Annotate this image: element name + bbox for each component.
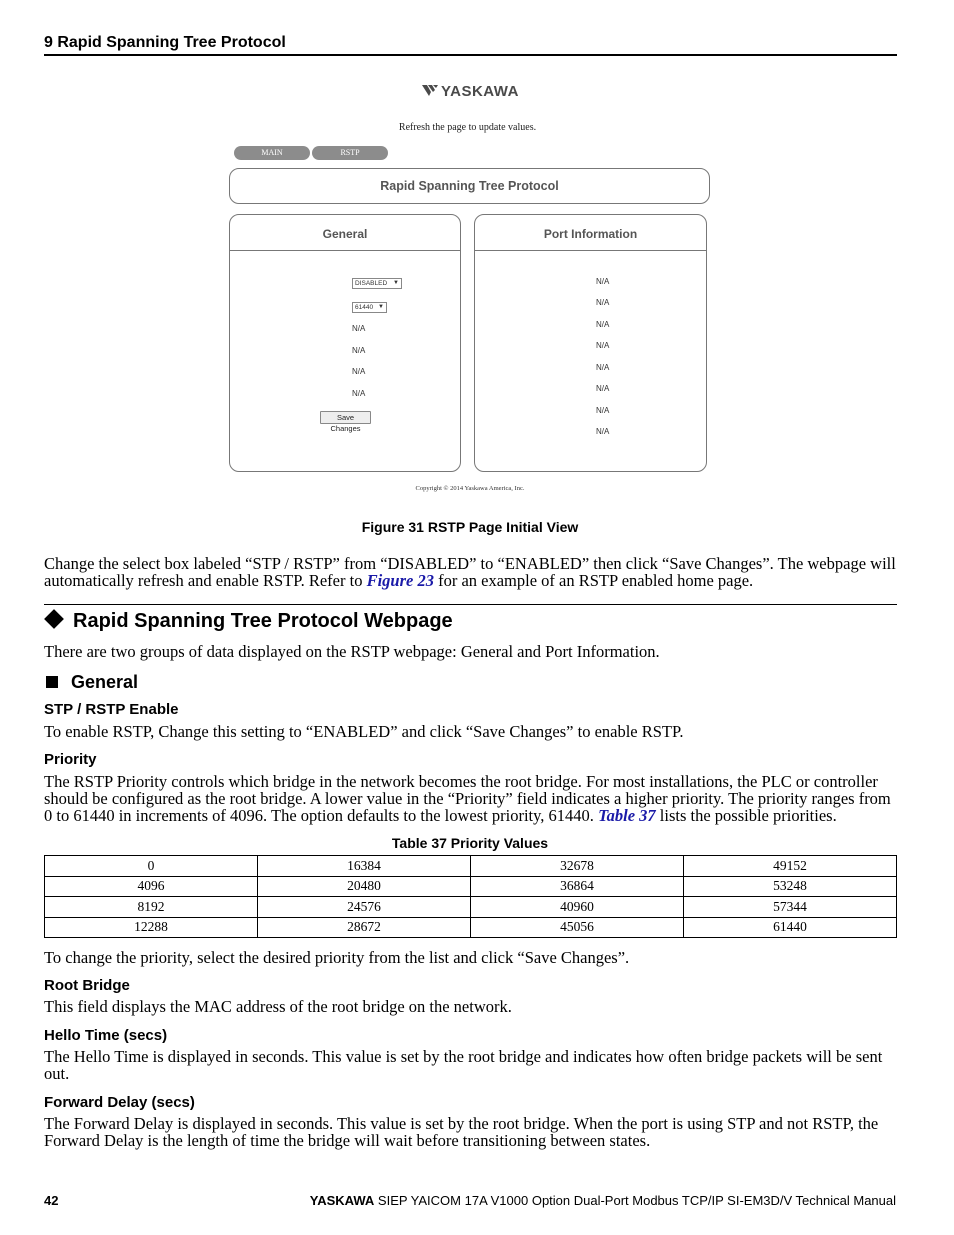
footer-brand: YASKAWA <box>309 1193 375 1208</box>
general-heading <box>44 672 138 693</box>
priority-paragraph <box>44 773 899 824</box>
port-1-bpdu-value: N/A <box>596 341 610 350</box>
hello-time-heading: Hello Time (secs) <box>44 1027 168 1044</box>
priority-select-value: 61440 <box>355 304 374 311</box>
priority-select[interactable] <box>352 302 387 313</box>
select-arrow-icon: ▼ <box>378 304 384 310</box>
table-cell: 0 <box>45 856 258 877</box>
table-row <box>45 856 897 877</box>
table-row <box>45 876 897 897</box>
table-cell: 28672 <box>258 917 471 938</box>
general-heading-text: General <box>71 672 139 692</box>
square-bullet-icon <box>46 676 58 688</box>
table-cell: 49152 <box>684 856 897 877</box>
footer-manual-title: SIEP YAICOM 17A V1000 Option Dual-Port Modbus TCP/IP SI-EM3D/V Technical Manual <box>374 1193 896 1208</box>
priority-text-end: lists the possible priorities. <box>655 806 837 825</box>
table-cell: 12288 <box>45 917 258 938</box>
refresh-note: Refresh the page to update values. <box>398 122 537 133</box>
forward-delay-value: N/A <box>352 367 366 376</box>
table-caption: Table 37 Priority Values <box>391 835 549 851</box>
section-heading-text: Rapid Spanning Tree Protocol Webpage <box>73 610 453 632</box>
intro-paragraph <box>44 555 899 589</box>
port-information-panel <box>474 214 707 472</box>
section-heading <box>44 610 453 633</box>
copyright: Copyright © 2014 Yaskawa America, Inc. <box>415 485 525 492</box>
table-row <box>45 917 897 938</box>
max-age-value: N/A <box>352 389 366 398</box>
table-cell: 20480 <box>258 876 471 897</box>
running-head: 9 Rapid Spanning Tree Protocol <box>44 34 286 51</box>
stp-enable-heading: STP / RSTP Enable <box>44 701 179 718</box>
hello-time-value: N/A <box>352 346 366 355</box>
footer-title <box>310 1193 896 1208</box>
intro-text-end: for an example of an RSTP enabled home page. <box>433 571 754 590</box>
page-title: Rapid Spanning Tree Protocol <box>380 179 559 193</box>
change-priority-text: To change the priority, select the desired priority from the list and click “Save Changes”. <box>44 948 630 967</box>
table-cell: 40960 <box>471 897 684 918</box>
tab-rstp[interactable]: RSTP <box>312 146 388 160</box>
page-number: 42 <box>44 1193 59 1208</box>
port-1-version-value: N/A <box>596 320 610 329</box>
forward-delay-text: The Forward Delay is displayed in seconds. This value is set by the root bridge. When the port is using STP and not RSTP, the Forward Delay is the length of time the bridge will wait before transitioning between states. <box>44 1114 879 1150</box>
table-cell: 16384 <box>258 856 471 877</box>
port-panel-heading: Port Information <box>475 215 706 251</box>
table-cell: 61440 <box>684 917 897 938</box>
port-2-state-value: N/A <box>596 384 610 393</box>
stp-rstp-select-value: DISABLED <box>355 280 388 287</box>
priority-table <box>44 855 897 938</box>
table-cell: 53248 <box>684 876 897 897</box>
port-1-state-value: N/A <box>596 298 610 307</box>
port-1-role-value: N/A <box>596 277 610 286</box>
root-bridge-heading: Root Bridge <box>44 977 130 994</box>
figure-23-link[interactable]: Figure 23 <box>366 571 434 590</box>
section-intro: There are two groups of data displayed on the RSTP webpage: General and Port Information. <box>44 642 660 661</box>
root-bridge-text: This field displays the MAC address of the root bridge on the network. <box>44 997 512 1016</box>
yaskawa-logo <box>422 83 519 100</box>
page-title-box <box>229 168 710 204</box>
stp-rstp-select[interactable] <box>352 278 402 289</box>
logo-text: YASKAWA <box>441 83 519 100</box>
table-row <box>45 897 897 918</box>
table-cell: 57344 <box>684 897 897 918</box>
table-cell: 32678 <box>471 856 684 877</box>
stp-enable-text: To enable RSTP, Change this setting to “ENABLED” and click “Save Changes” to enable RSTP. <box>44 722 684 741</box>
table-cell: 4096 <box>45 876 258 897</box>
table-cell: 45056 <box>471 917 684 938</box>
table-37-link[interactable]: Table 37 <box>598 806 656 825</box>
priority-text: The RSTP Priority controls which bridge in the network becomes the root bridge. For most installations, the PLC or controller should be configured as the root bridge. A lower value in the “Priority” field indicates a higher priority. The priority ranges from 0 to 61440 in increments of 4096. The option defaults to the lowest priority, 61440. <box>44 772 891 825</box>
save-changes-button[interactable]: Save Changes <box>320 411 371 424</box>
figure-caption: Figure 31 RSTP Page Initial View <box>361 519 579 535</box>
section-rule <box>44 604 897 605</box>
hello-time-text: The Hello Time is displayed in seconds. This value is set by the root bridge and indicates how often bridge packets will be sent out. <box>44 1047 883 1083</box>
intro-text: Change the select box labeled “STP / RSTP” from “DISABLED” to “ENABLED” then click “Save Changes”. The webpage will automatically refresh and enable RSTP. Refer to <box>44 554 896 590</box>
priority-heading: Priority <box>44 751 97 768</box>
port-2-version-value: N/A <box>596 406 610 415</box>
table-cell: 36864 <box>471 876 684 897</box>
yaskawa-logo-icon <box>422 83 438 97</box>
port-2-role-value: N/A <box>596 363 610 372</box>
table-cell: 8192 <box>45 897 258 918</box>
tab-main[interactable]: MAIN <box>234 146 310 160</box>
header-rule <box>44 54 897 56</box>
forward-delay-heading: Forward Delay (secs) <box>44 1094 195 1111</box>
select-arrow-icon: ▼ <box>393 280 399 286</box>
diamond-bullet-icon <box>44 609 64 629</box>
table-cell: 24576 <box>258 897 471 918</box>
port-2-bpdu-value: N/A <box>596 427 610 436</box>
general-panel-heading: General <box>230 215 460 251</box>
root-bridge-value: N/A <box>352 324 366 333</box>
